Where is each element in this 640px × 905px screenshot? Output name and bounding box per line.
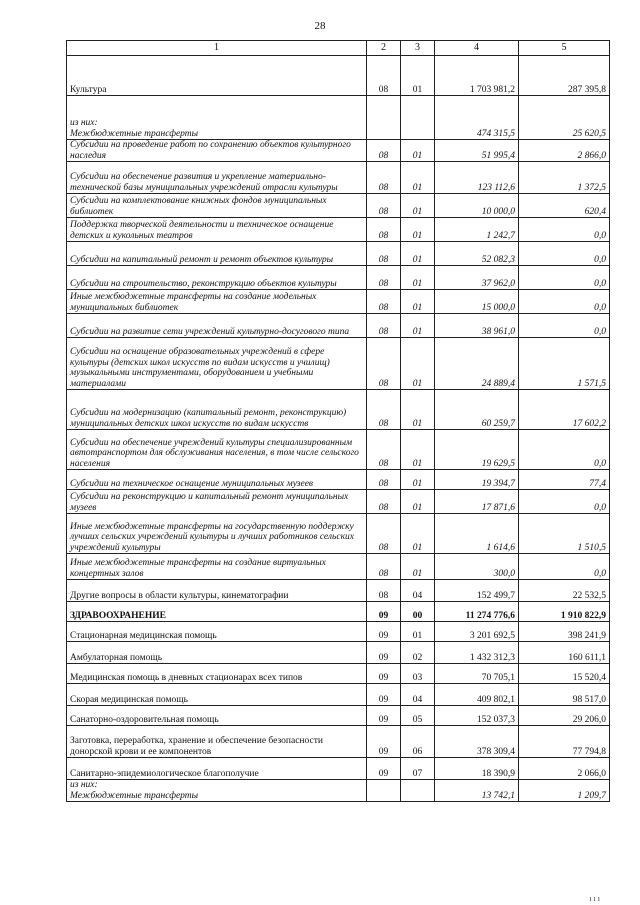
- row-name-cell: из них: Межбюджетные трансферты: [67, 96, 367, 140]
- row-subsection-cell: 01: [401, 390, 435, 430]
- row-name-cell: Субсидии на строительство, реконструкцию объектов культуры: [67, 266, 367, 290]
- row-name-cell: ЗДРАВООХРАНЕНИЕ: [67, 602, 367, 622]
- row-name-cell: Субсидии на развитие сети учреждений культурно-досугового типа: [67, 314, 367, 338]
- row-amount-cell: 1 510,5: [519, 514, 610, 554]
- page-number: 28: [314, 20, 326, 32]
- table-row: [67, 242, 610, 266]
- column-header: 3: [401, 41, 435, 56]
- row-section-cell: 08: [367, 290, 401, 314]
- row-amount-cell: 1 703 981,2: [435, 56, 519, 96]
- row-subsection-cell: 01: [401, 266, 435, 290]
- row-section-cell: 08: [367, 56, 401, 96]
- row-amount-cell: 77 794,8: [519, 726, 610, 758]
- row-amount-cell: 398 241,9: [519, 622, 610, 642]
- row-section-cell: 09: [367, 684, 401, 706]
- row-amount-cell: 37 962,0: [435, 266, 519, 290]
- table-row: [67, 290, 610, 314]
- row-section-cell: 08: [367, 338, 401, 390]
- row-section-cell: 08: [367, 470, 401, 490]
- row-name-cell: Скорая медицинская помощь: [67, 684, 367, 706]
- row-amount-cell: 0,0: [519, 430, 610, 470]
- row-amount-cell: 38 961,0: [435, 314, 519, 338]
- row-amount-cell: 15 000,0: [435, 290, 519, 314]
- row-name-cell: Иные межбюджетные трансферты на создание модельных муниципальных библиотек: [67, 290, 367, 314]
- table-row: [67, 664, 610, 684]
- row-subsection-cell: 04: [401, 580, 435, 602]
- row-amount-cell: 15 520,4: [519, 664, 610, 684]
- row-name-cell: Субсидии на проведение работ по сохранению объектов культурного наследия: [67, 140, 367, 162]
- row-subsection-cell: 01: [401, 430, 435, 470]
- row-name-cell: Иные межбюджетные трансферты на создание виртуальных концертных залов: [67, 554, 367, 580]
- row-amount-cell: 0,0: [519, 314, 610, 338]
- row-section-cell: 08: [367, 390, 401, 430]
- row-amount-cell: 1 571,5: [519, 338, 610, 390]
- row-amount-cell: 152 037,3: [435, 706, 519, 726]
- row-name-cell: Санитарно-эпидемиологическое благополучие: [67, 758, 367, 780]
- row-name-cell: Субсидии на капитальный ремонт и ремонт объектов культуры: [67, 242, 367, 266]
- row-subsection-cell: 05: [401, 706, 435, 726]
- table-row: [67, 726, 610, 758]
- row-section-cell: 08: [367, 140, 401, 162]
- row-subsection-cell: 00: [401, 602, 435, 622]
- table-row: [67, 758, 610, 780]
- table-row: [67, 56, 610, 96]
- column-header-row: [67, 41, 610, 56]
- column-header: 2: [367, 41, 401, 56]
- row-amount-cell: 620,4: [519, 194, 610, 218]
- row-amount-cell: 1 614,6: [435, 514, 519, 554]
- row-subsection-cell: 01: [401, 554, 435, 580]
- row-amount-cell: 0,0: [519, 242, 610, 266]
- table-row: [67, 780, 610, 802]
- row-subsection-cell: 01: [401, 314, 435, 338]
- row-amount-cell: 24 889,4: [435, 338, 519, 390]
- row-amount-cell: 2 066,0: [519, 758, 610, 780]
- row-name-cell: Субсидии на комплектование книжных фондов муниципальных библиотек: [67, 194, 367, 218]
- table-row: [67, 554, 610, 580]
- table-row: [67, 490, 610, 514]
- table-row: [67, 96, 610, 140]
- row-amount-cell: 0,0: [519, 218, 610, 242]
- row-subsection-cell: 01: [401, 218, 435, 242]
- row-amount-cell: 1 242,7: [435, 218, 519, 242]
- column-header: 1: [67, 41, 367, 56]
- row-name-cell: из них: Межбюджетные трансферты: [67, 780, 367, 802]
- row-name-cell: Субсидии на обеспечение учреждений культуры специализированным автотранспортом для обслуживания населения, в том числе сельского населения: [67, 430, 367, 470]
- row-amount-cell: 1 910 822,9: [519, 602, 610, 622]
- row-amount-cell: 160 611,1: [519, 642, 610, 664]
- row-amount-cell: 409 802,1: [435, 684, 519, 706]
- row-amount-cell: 287 395,8: [519, 56, 610, 96]
- row-amount-cell: 17 871,6: [435, 490, 519, 514]
- row-section-cell: 08: [367, 314, 401, 338]
- row-amount-cell: 98 517,0: [519, 684, 610, 706]
- row-section-cell: 08: [367, 242, 401, 266]
- row-subsection-cell: 04: [401, 684, 435, 706]
- row-name-cell: Субсидии на реконструкцию и капитальный ремонт муниципальных музеев: [67, 490, 367, 514]
- row-name-cell: Субсидии на оснащение образовательных учреждений в сфере культуры (детских школ искусств по видам искусств и училищ) музыкальными инструментами, оборудованием и учебными материалами: [67, 338, 367, 390]
- row-name-cell: Иные межбюджетные трансферты на государственную поддержку лучших сельских учреждений культуры и лучших работников сельских учреждений культуры: [67, 514, 367, 554]
- table-row: [67, 430, 610, 470]
- row-amount-cell: 2 866,0: [519, 140, 610, 162]
- table-row: [67, 162, 610, 194]
- table-row: [67, 218, 610, 242]
- row-section-cell: 08: [367, 514, 401, 554]
- row-section-cell: 08: [367, 266, 401, 290]
- row-subsection-cell: 06: [401, 726, 435, 758]
- row-amount-cell: 11 274 776,6: [435, 602, 519, 622]
- row-amount-cell: 17 602,2: [519, 390, 610, 430]
- row-section-cell: 08: [367, 194, 401, 218]
- row-amount-cell: 0,0: [519, 290, 610, 314]
- table-row: [67, 194, 610, 218]
- row-subsection-cell: 01: [401, 242, 435, 266]
- row-subsection-cell: 01: [401, 290, 435, 314]
- row-subsection-cell: 03: [401, 664, 435, 684]
- row-name-cell: Субсидии на обеспечение развития и укрепление материально-технической базы муниципальных учреждений отрасли культуры: [67, 162, 367, 194]
- row-section-cell: 08: [367, 218, 401, 242]
- table-row: [67, 390, 610, 430]
- row-section-cell: 09: [367, 664, 401, 684]
- row-amount-cell: 1 432 312,3: [435, 642, 519, 664]
- row-section-cell: 09: [367, 706, 401, 726]
- row-subsection-cell: 01: [401, 490, 435, 514]
- table-row: [67, 470, 610, 490]
- table-row: [67, 602, 610, 622]
- row-subsection-cell: 01: [401, 338, 435, 390]
- row-section-cell: 09: [367, 602, 401, 622]
- row-subsection-cell: 01: [401, 140, 435, 162]
- row-amount-cell: 60 259,7: [435, 390, 519, 430]
- row-section-cell: 08: [367, 580, 401, 602]
- row-subsection-cell: 02: [401, 642, 435, 664]
- table-row: [67, 706, 610, 726]
- scan-mark: ı ı ı: [589, 894, 600, 903]
- column-header: 5: [519, 41, 610, 56]
- row-amount-cell: 51 995,4: [435, 140, 519, 162]
- row-name-cell: Амбулаторная помощь: [67, 642, 367, 664]
- row-amount-cell: 3 201 692,5: [435, 622, 519, 642]
- row-section-cell: 09: [367, 758, 401, 780]
- row-name-cell: Субсидии на техническое оснащение муниципальных музеев: [67, 470, 367, 490]
- table-row: [67, 266, 610, 290]
- row-amount-cell: 77,4: [519, 470, 610, 490]
- row-amount-cell: 1 209,7: [519, 780, 610, 802]
- row-amount-cell: 52 082,3: [435, 242, 519, 266]
- table-row: [67, 338, 610, 390]
- row-subsection-cell: 01: [401, 194, 435, 218]
- row-name-cell: Субсидии на модернизацию (капитальный ремонт, реконструкцию) муниципальных детских школ искусств по видам искусств: [67, 390, 367, 430]
- row-subsection-cell: 01: [401, 162, 435, 194]
- row-amount-cell: 10 000,0: [435, 194, 519, 218]
- row-amount-cell: 0,0: [519, 554, 610, 580]
- row-amount-cell: 300,0: [435, 554, 519, 580]
- row-amount-cell: 1 372,5: [519, 162, 610, 194]
- row-subsection-cell: [401, 96, 435, 140]
- row-section-cell: 08: [367, 490, 401, 514]
- row-subsection-cell: 01: [401, 622, 435, 642]
- row-amount-cell: 13 742,1: [435, 780, 519, 802]
- row-amount-cell: 19 394,7: [435, 470, 519, 490]
- row-subsection-cell: [401, 780, 435, 802]
- table-row: [67, 642, 610, 664]
- table-row: [67, 684, 610, 706]
- row-name-cell: Санаторно-оздоровительная помощь: [67, 706, 367, 726]
- row-amount-cell: 0,0: [519, 490, 610, 514]
- row-name-cell: Медицинская помощь в дневных стационарах всех типов: [67, 664, 367, 684]
- row-amount-cell: 152 499,7: [435, 580, 519, 602]
- row-section-cell: 09: [367, 726, 401, 758]
- row-section-cell: [367, 780, 401, 802]
- row-name-cell: Культура: [67, 56, 367, 96]
- table-row: [67, 580, 610, 602]
- row-name-cell: Заготовка, переработка, хранение и обеспечение безопасности донорской крови и ее компонентов: [67, 726, 367, 758]
- column-header: 4: [435, 41, 519, 56]
- table-row: [67, 140, 610, 162]
- row-name-cell: Поддержка творческой деятельности и техническое оснащение детских и кукольных театров: [67, 218, 367, 242]
- row-amount-cell: 70 705,1: [435, 664, 519, 684]
- row-amount-cell: 22 532,5: [519, 580, 610, 602]
- row-section-cell: 08: [367, 554, 401, 580]
- row-amount-cell: 474 315,5: [435, 96, 519, 140]
- row-name-cell: Стационарная медицинская помощь: [67, 622, 367, 642]
- row-amount-cell: 25 620,5: [519, 96, 610, 140]
- row-name-cell: Другие вопросы в области культуры, кинематографии: [67, 580, 367, 602]
- row-section-cell: 09: [367, 642, 401, 664]
- table-row: [67, 622, 610, 642]
- row-subsection-cell: 01: [401, 56, 435, 96]
- row-amount-cell: 123 112,6: [435, 162, 519, 194]
- row-amount-cell: 29 206,0: [519, 706, 610, 726]
- row-section-cell: 09: [367, 622, 401, 642]
- table-row: [67, 514, 610, 554]
- row-amount-cell: 18 390,9: [435, 758, 519, 780]
- row-amount-cell: 19 629,5: [435, 430, 519, 470]
- row-amount-cell: 0,0: [519, 266, 610, 290]
- row-subsection-cell: 07: [401, 758, 435, 780]
- row-subsection-cell: 01: [401, 514, 435, 554]
- budget-table: [66, 40, 610, 802]
- row-section-cell: 08: [367, 430, 401, 470]
- row-subsection-cell: 01: [401, 470, 435, 490]
- row-section-cell: 08: [367, 162, 401, 194]
- row-section-cell: [367, 96, 401, 140]
- row-amount-cell: 378 309,4: [435, 726, 519, 758]
- table-row: [67, 314, 610, 338]
